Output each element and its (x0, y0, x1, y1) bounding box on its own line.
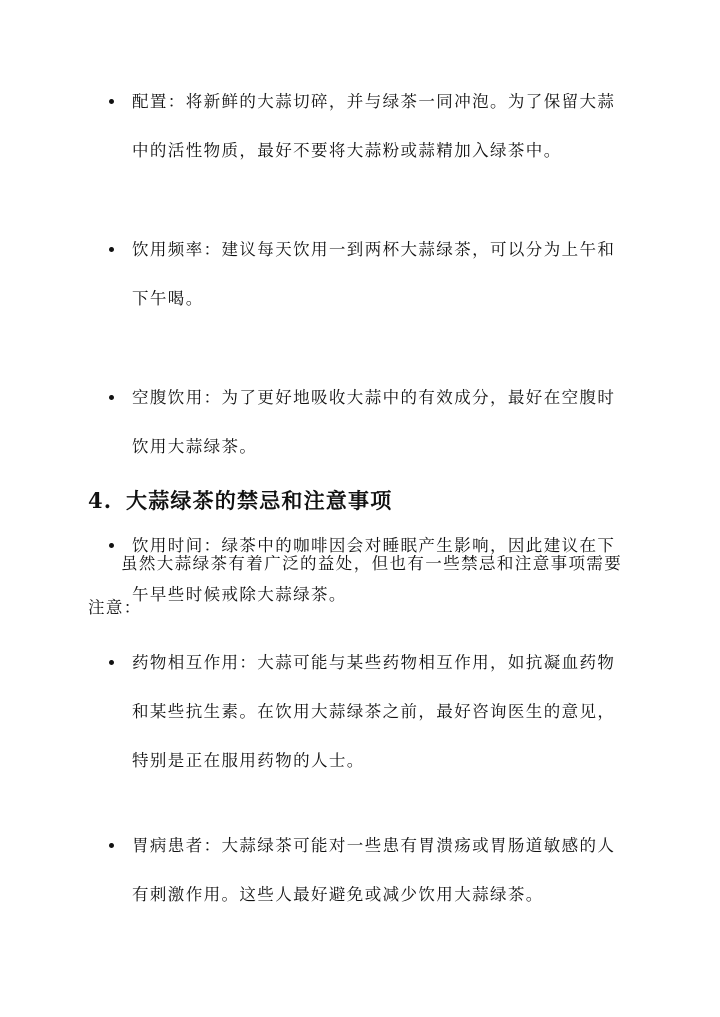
list-item-text: 饮用时间：绿茶中的咖啡因会对睡眠产生影响，因此建议在下午早些时候戒除大蒜绿茶。 (132, 536, 616, 604)
bullet-icon (109, 99, 114, 104)
precautions-list (0, 638, 720, 919)
list-item (0, 638, 720, 785)
bullet-icon (109, 395, 114, 400)
list-item-text: 药物相互作用：大蒜可能与某些药物相互作用，如抗凝血药物和某些抗生素。在饮用大蒜绿茶之前，最好咨询医生的意见，特别是正在服用药物的人士。 (132, 653, 616, 770)
list-item-text: 配置：将新鲜的大蒜切碎，并与绿茶一同冲泡。为了保留大蒜中的活性物质，最好不要将大蒜粉或蒜精加入绿茶中。 (132, 92, 616, 160)
list-item (0, 373, 720, 471)
usage-tips-list (0, 77, 720, 619)
bullet-icon (109, 843, 114, 848)
intro-paragraph: 虽然大蒜绿茶有着广泛的益处，但也有一些禁忌和注意事项需要注意： (88, 554, 623, 617)
section-heading (88, 484, 392, 518)
section-number: 4. (88, 488, 113, 513)
section-title: 大蒜绿茶的禁忌和注意事项 (126, 488, 393, 513)
bullet-icon (109, 247, 114, 252)
list-item (0, 225, 720, 323)
list-item-text: 饮用频率：建议每天饮用一到两杯大蒜绿茶，可以分为上午和下午喝。 (132, 240, 616, 308)
list-item (0, 821, 720, 919)
list-item-text: 胃病患者：大蒜绿茶可能对一些患有胃溃疡或胃肠道敏感的人有刺激作用。这些人最好避免或减少饮用大蒜绿茶。 (132, 836, 616, 904)
bullet-icon (109, 660, 114, 665)
list-item (0, 77, 720, 175)
list-item-text: 空腹饮用：为了更好地吸收大蒜中的有效成分，最好在空腹时饮用大蒜绿茶。 (132, 388, 616, 456)
